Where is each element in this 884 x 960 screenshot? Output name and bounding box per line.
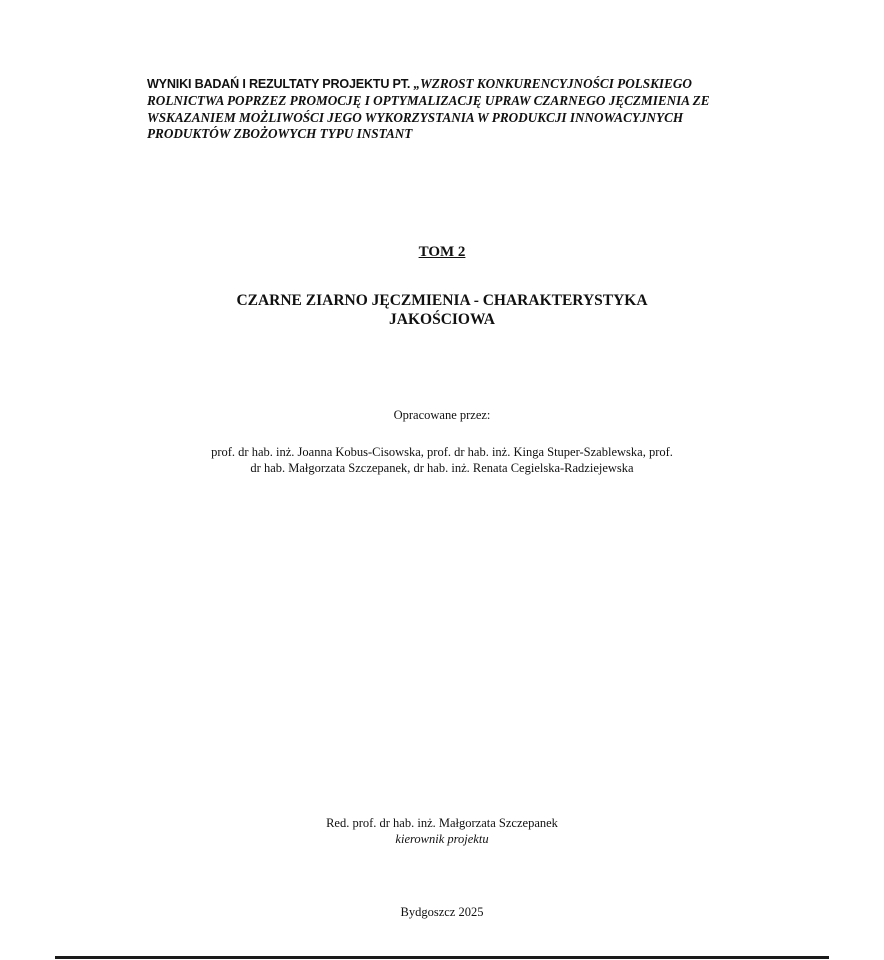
project-header-title: „WZROST KONKURENCYJNOŚCI POLSKIEGO ROLNICTWA POPRZEZ PROMOCJĘ I OPTYMALIZACJĘ UPRAW CZARNEGO JĘCZMIENIA ZE WSKAZANIEM MOŻLIWOŚCI JEGO WYKORZYSTANIA W PRODUKCJI INNOWACYJNYCH PRODUKTÓW ZBOŻOWYCH TYPU INSTANT xyxy=(147,76,710,142)
project-header xyxy=(147,76,767,143)
editor-name: Red. prof. dr hab. inż. Małgorzata Szczepanek xyxy=(326,816,558,830)
authors-list xyxy=(0,444,884,476)
place-and-year: Bydgoszcz 2025 xyxy=(400,905,484,919)
document-title-line-2: JAKOŚCIOWA xyxy=(389,311,495,328)
project-header-prefix: WYNIKI BADAŃ I REZULTATY PROJEKTU PT. xyxy=(147,77,414,91)
authors-line-1: prof. dr hab. inż. Joanna Kobus-Cisowska, prof. dr hab. inż. Kinga Stuper-Szablewska, prof. xyxy=(211,445,673,459)
volume-number: TOM 2 xyxy=(418,244,466,260)
document-title xyxy=(0,291,884,329)
editor-role: kierownik projektu xyxy=(395,832,489,846)
bottom-divider xyxy=(55,956,829,959)
prepared-by-label: Opracowane przez: xyxy=(393,408,491,422)
document-title-line-1: CZARNE ZIARNO JĘCZMIENIA - CHARAKTERYSTYKA xyxy=(236,292,648,309)
authors-line-2: dr hab. Małgorzata Szczepanek, dr hab. inż. Renata Cegielska-Radziejewska xyxy=(250,461,634,475)
editor-block xyxy=(0,815,884,847)
